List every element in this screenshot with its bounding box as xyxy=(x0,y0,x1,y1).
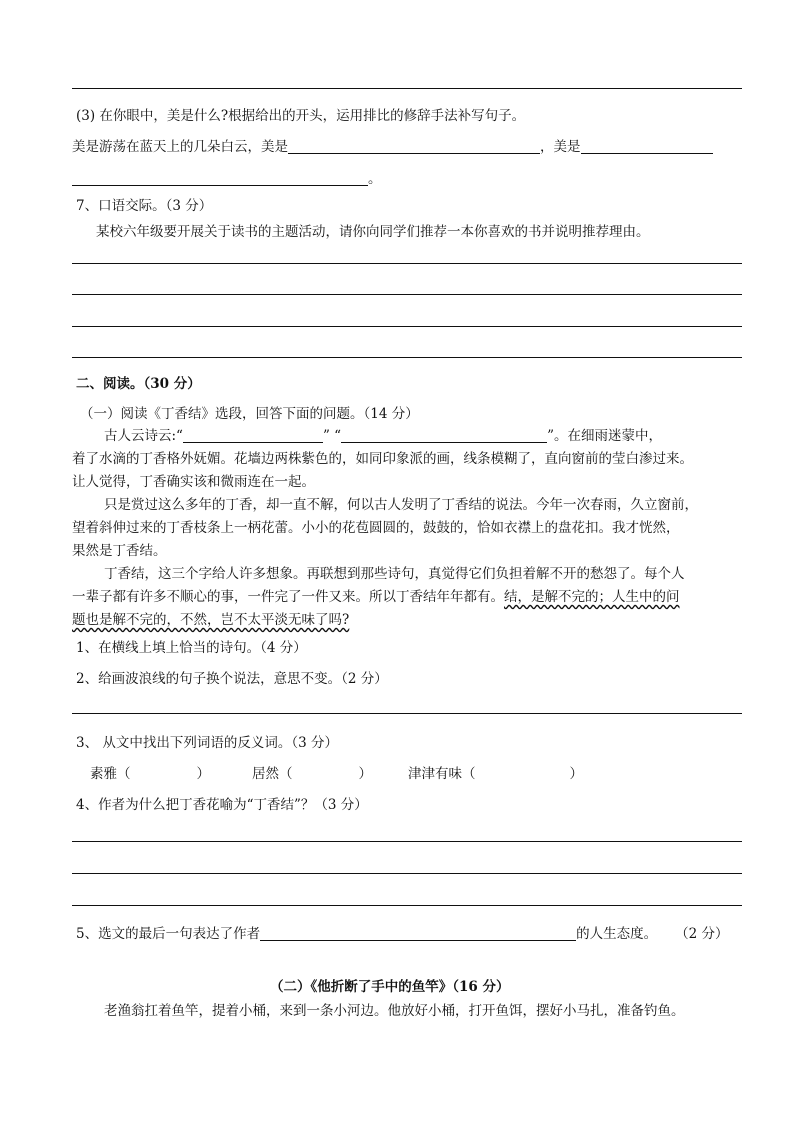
question-2: 2、给画波浪线的句子换个说法，意思不变。（2 分） xyxy=(76,671,388,687)
passage-line: 丁香结，这三个字给人许多想象。再联想到那些诗句，真觉得它们负担着解不开的愁怨了。每个人 xyxy=(104,566,685,582)
question-6-3: (3) 在你眼中，美是什么?根据给出的开头，运用排比的修辞手法补写句子。 xyxy=(76,108,526,124)
wavy-sentence: 题也是解不完的，不然，岂不太平淡无味了吗? xyxy=(72,612,350,628)
passage-text: ”。在细雨迷蒙中， xyxy=(547,428,662,444)
question-1: 1、在横线上填上恰当的诗句。（4 分） xyxy=(76,640,307,656)
part-2-title: （二）《他折断了手中的鱼竿》（16 分） xyxy=(270,979,510,995)
word-label: ） xyxy=(358,766,372,782)
sentence-sep: ，美是 xyxy=(540,139,581,155)
answer-line[interactable] xyxy=(72,357,742,358)
passage-line: 望着斜伸过来的丁香枝条上一柄花蕾。小小的花苞圆圆的，鼓鼓的，恰如衣襟上的盘花扣。我才恍然， xyxy=(72,520,680,536)
part-1-title: （一）阅读《丁香结》选段，回答下面的问题。（14 分） xyxy=(80,406,419,422)
question-7-prompt: 某校六年级要开展关于读书的主题活动，请你向同学们推荐一本你喜欢的书并说明推荐理由。 xyxy=(96,224,650,240)
passage-line: 只是赏过这么多年的丁香，却一直不解，何以古人发明了丁香结的说法。今年一次春雨，久立窗前， xyxy=(104,497,698,513)
answer-line[interactable] xyxy=(72,841,742,842)
fill-blank[interactable] xyxy=(72,171,368,186)
word-label: 素雅（ xyxy=(90,766,131,782)
wavy-sentence: 结，是解不完的；人生中的问 xyxy=(504,589,680,605)
answer-line[interactable] xyxy=(72,294,742,295)
question-text: 5、选文的最后一句表达了作者 xyxy=(76,926,261,942)
answer-line[interactable] xyxy=(72,905,742,906)
section-2-title: 二、阅读。（30 分） xyxy=(76,376,201,392)
passage-line: 着了水滴的丁香格外妩媚。花墙边两株紫色的，如同印象派的画，线条模糊了，直向窗前的莹白渗过来。 xyxy=(72,451,693,467)
word-label: ） xyxy=(569,766,583,782)
passage-line: 让人觉得，丁香确实该和微雨连在一起。 xyxy=(72,474,315,490)
word-label: 津津有味（ xyxy=(408,766,476,782)
answer-line[interactable] xyxy=(72,326,742,327)
answer-line[interactable] xyxy=(72,873,742,874)
fill-blank[interactable] xyxy=(581,139,713,154)
passage-line: 老渔翁扛着鱼竿，提着小桶，来到一条小河边。他放好小桶，打开鱼饵，摆好小马扎，准备钓鱼。 xyxy=(104,1003,685,1019)
question-3: 3、 从文中找出下列词语的反义词。（3 分） xyxy=(76,735,339,751)
fill-blank[interactable] xyxy=(260,926,576,941)
word-label: 居然（ xyxy=(252,766,293,782)
fill-blank[interactable] xyxy=(288,139,540,154)
poem-blank-1[interactable] xyxy=(183,428,323,443)
answer-line[interactable] xyxy=(72,713,742,714)
passage-line xyxy=(72,585,680,605)
passage-text: 一辈子都有许多不顺心的事，一件完了一件又来。所以丁香结年年都有。 xyxy=(72,589,504,605)
answer-line[interactable] xyxy=(72,263,742,264)
word-label: ） xyxy=(196,766,210,782)
answer-sentence xyxy=(72,135,713,155)
question-4: 4、作者为什么把丁香花喻为“丁香结”？（3 分） xyxy=(76,797,368,813)
answer-line[interactable] xyxy=(72,88,742,89)
answer-sentence-cont xyxy=(72,167,382,187)
passage-line xyxy=(104,424,662,444)
sentence-start: 美是游荡在蓝天上的几朵白云，美是 xyxy=(72,139,288,155)
score-label: （2 分） xyxy=(675,926,729,942)
passage-text: 古人云诗云:“ xyxy=(104,428,183,444)
sentence-end: 。 xyxy=(368,171,382,187)
question-7-title: 7、口语交际。（3 分） xyxy=(76,198,213,214)
antonym-row xyxy=(90,762,583,782)
question-text: 的人生态度。 xyxy=(576,926,658,942)
question-5 xyxy=(76,922,728,942)
poem-blank-2[interactable] xyxy=(341,428,547,443)
passage-line: 果然是丁香结。 xyxy=(72,543,167,559)
passage-text: ” “ xyxy=(322,428,342,444)
